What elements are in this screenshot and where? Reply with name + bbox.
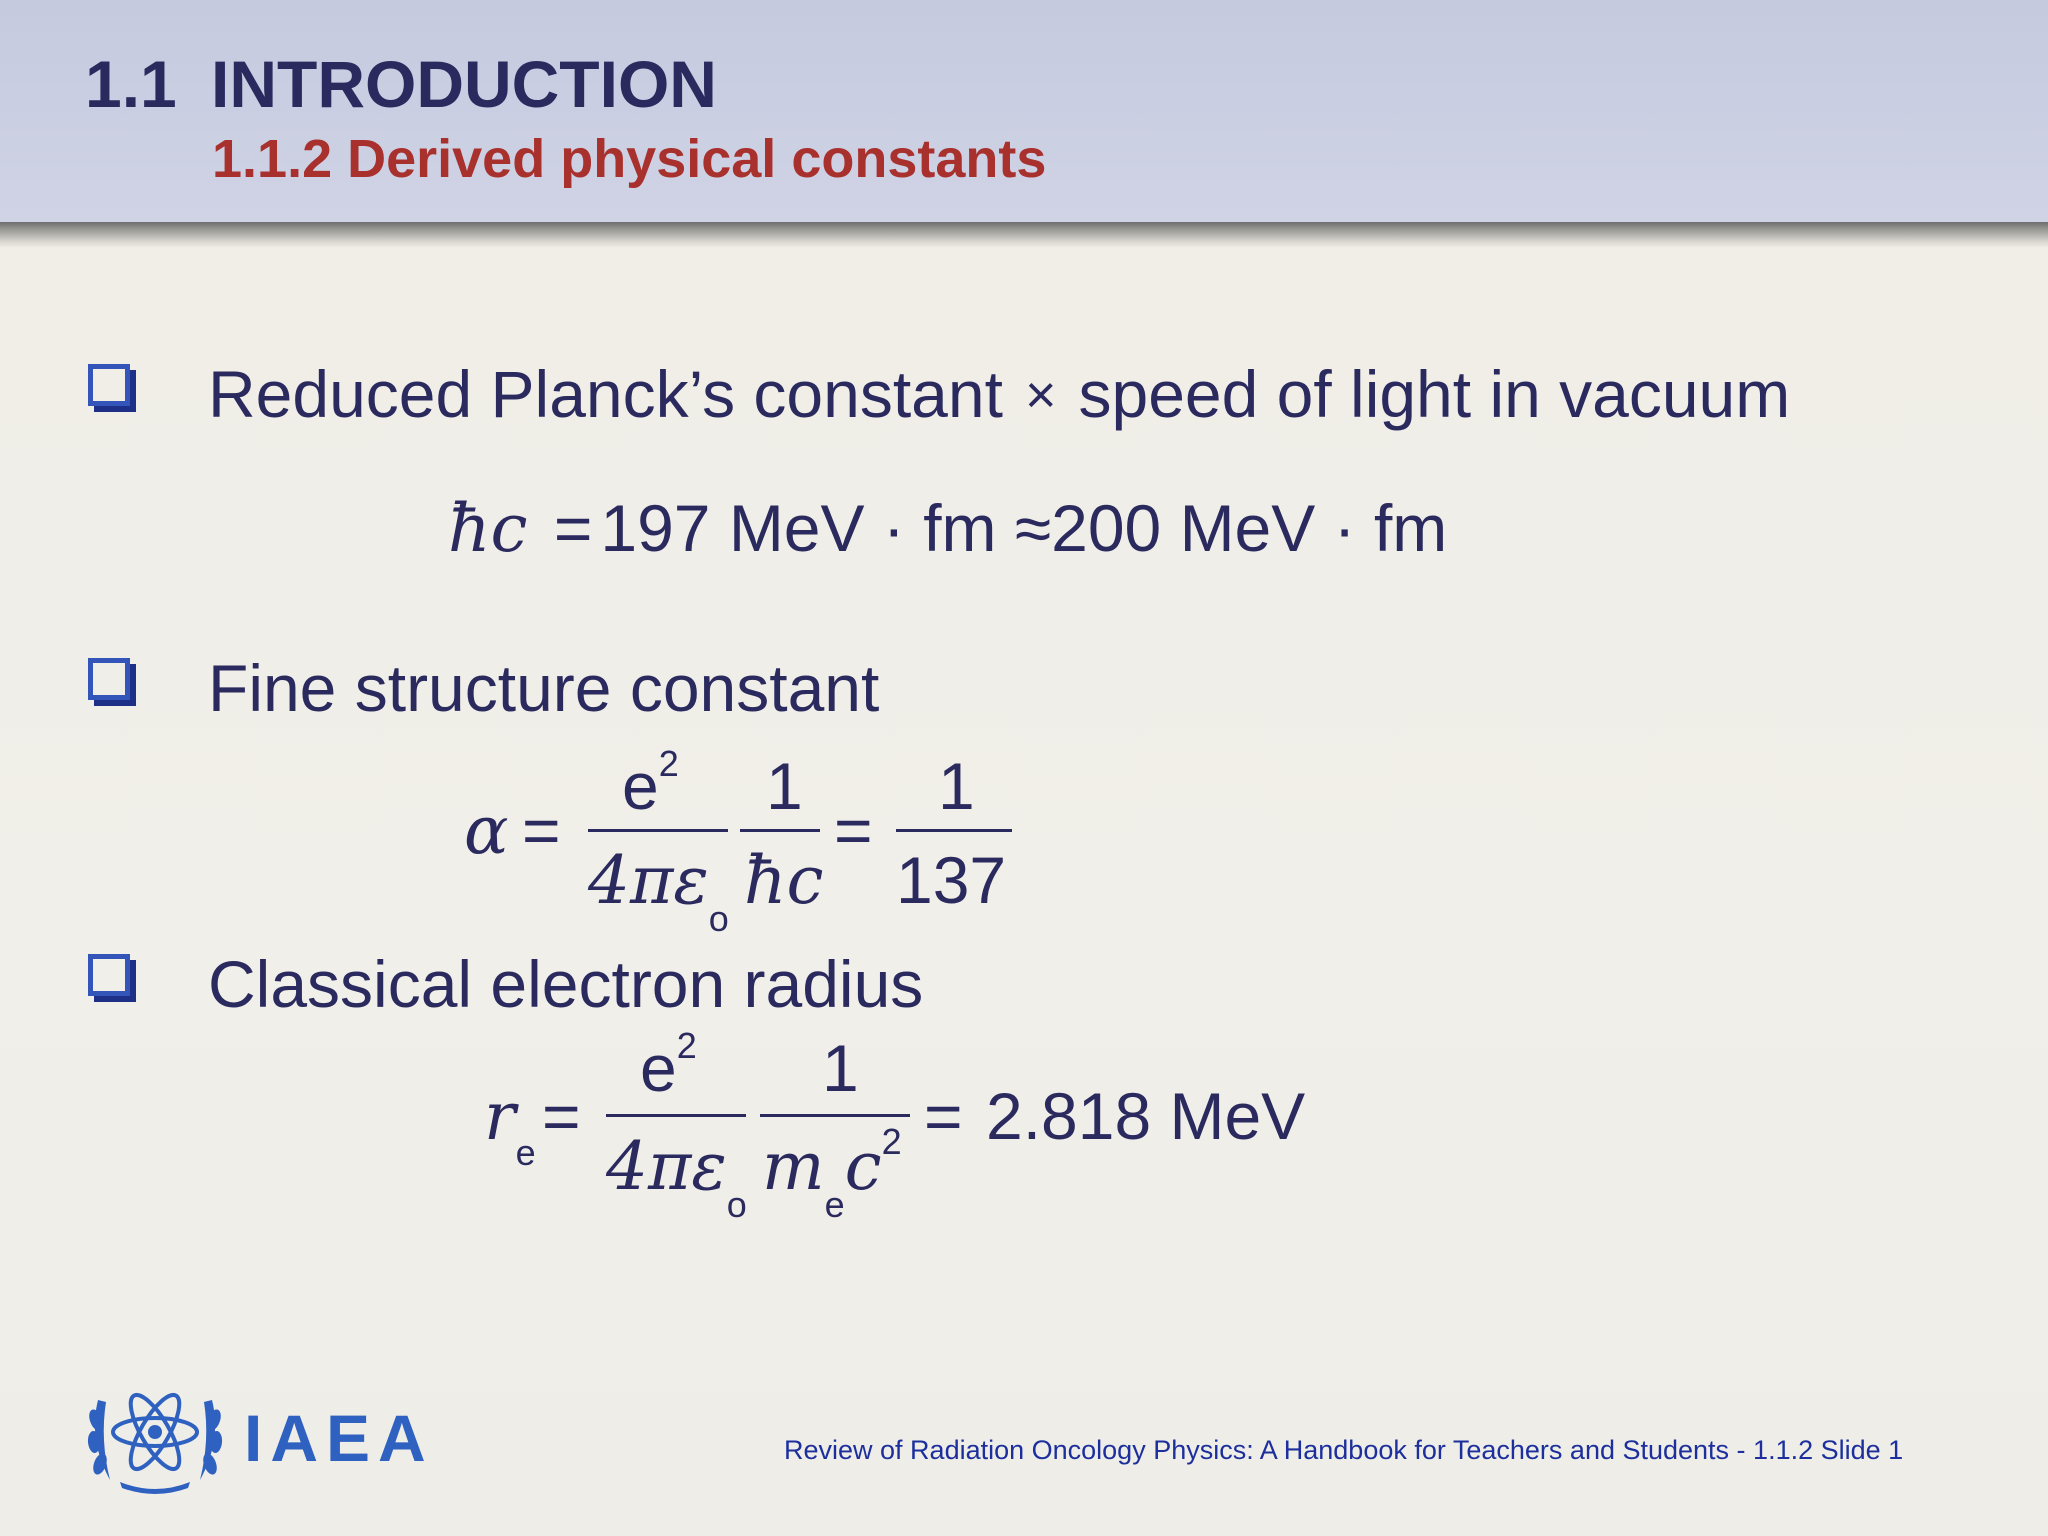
eq-re-num1-exp: 2 xyxy=(676,1025,697,1066)
bullet-hbar-c xyxy=(208,356,1790,432)
equation-hbar-c xyxy=(448,490,1447,567)
eq-re-lhs-sub: e xyxy=(515,1132,536,1174)
eq-hbar-c-equals: = xyxy=(553,491,593,565)
page-subtitle: 1.1.2 Derived physical constants xyxy=(212,129,1047,189)
eq-re-den2-c: c xyxy=(844,1128,882,1205)
bullet-text-part1: Reduced Planck’s constant xyxy=(208,357,1003,431)
eq-re-den2 xyxy=(762,1121,902,1226)
eq-alpha-den1-base: 4πε xyxy=(588,842,709,919)
bullet-electron-radius: Classical electron radius xyxy=(208,947,924,1021)
eq-re-den2-m: m xyxy=(762,1128,825,1205)
iaea-emblem-icon xyxy=(80,1370,230,1500)
eq-re-equals2: = xyxy=(924,1079,963,1153)
eq-alpha-lhs: α xyxy=(464,792,509,869)
eq-alpha-num3: 1 xyxy=(938,749,975,823)
bullet-checkbox-icon xyxy=(88,954,130,996)
eq-alpha-num2: 1 xyxy=(766,749,803,823)
eq-re-den2-sub: e xyxy=(824,1184,845,1226)
eq-alpha-fraction-bar3 xyxy=(896,829,1012,832)
eq-alpha-den3: 137 xyxy=(896,843,1007,917)
eq-re-equals1: = xyxy=(542,1079,581,1153)
bullet-fine-structure: Fine structure constant xyxy=(208,651,880,725)
eq-hbar-c-value1: 197 MeV xyxy=(600,491,865,565)
eq-alpha-fraction-bar2 xyxy=(740,829,820,832)
eq-hbar-c-approx: ≈ xyxy=(1014,491,1052,565)
footer-caption: Review of Radiation Oncology Physics: A Handbook for Teachers and Students - 1.1.2 Slide 1 xyxy=(784,1435,1904,1465)
eq-re-den1-sub: o xyxy=(726,1184,747,1226)
eq-re-lhs-base: r xyxy=(484,1078,516,1155)
eq-re-lhs xyxy=(484,1078,536,1174)
bullet-checkbox-icon xyxy=(88,658,130,700)
eq-alpha-den1 xyxy=(588,842,729,940)
eq-re-result: 2.818 MeV xyxy=(986,1079,1306,1153)
bullet-checkbox-icon xyxy=(88,364,130,406)
eq-alpha-equals2: = xyxy=(834,793,873,867)
section-number: 1.1 xyxy=(85,47,177,121)
eq-re-fraction-bar1 xyxy=(606,1114,746,1117)
iaea-logo-text: IAEA xyxy=(244,1401,434,1475)
section-title: INTRODUCTION xyxy=(211,47,717,121)
eq-hbar-c-lhs: ħc xyxy=(448,490,528,567)
page-title xyxy=(85,46,717,122)
header-divider xyxy=(0,222,2048,248)
eq-re-den1-base: 4πε xyxy=(606,1128,727,1205)
eq-alpha-den2: ħc xyxy=(744,842,824,919)
eq-hbar-c-dot2: · xyxy=(1333,491,1356,565)
eq-hbar-c-value2: 200 MeV xyxy=(1051,491,1316,565)
eq-re-num1 xyxy=(640,1025,697,1106)
eq-alpha-num1-exp: 2 xyxy=(658,743,679,784)
eq-hbar-c-dot1: · xyxy=(882,491,905,565)
eq-re-num1-base: e xyxy=(640,1031,677,1105)
eq-alpha-den1-4 xyxy=(588,843,709,917)
bullet-text-part2: speed of light in vacuum xyxy=(1078,357,1791,431)
eq-alpha-den1-sub: o xyxy=(708,898,729,940)
eq-hbar-c-unit2: fm xyxy=(1373,491,1448,565)
eq-alpha-equals1: = xyxy=(522,793,561,867)
eq-alpha-num1 xyxy=(622,743,679,824)
eq-re-den1 xyxy=(606,1128,747,1226)
eq-hbar-c-unit1: fm xyxy=(923,491,997,565)
times-operator: × xyxy=(1024,365,1057,425)
eq-re-den2-exp: 2 xyxy=(881,1121,902,1162)
eq-alpha-fraction-bar1 xyxy=(588,829,728,832)
eq-re-num2: 1 xyxy=(822,1031,859,1105)
eq-alpha-num1-base: e xyxy=(622,749,659,823)
eq-re-fraction-bar2 xyxy=(760,1114,910,1117)
